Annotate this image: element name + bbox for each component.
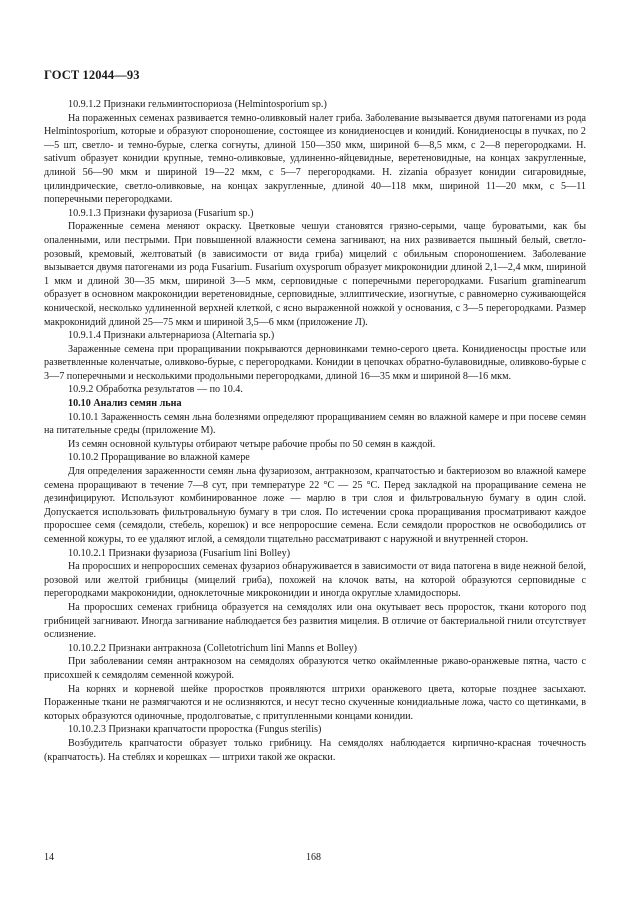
section-heading-fusarium-lini: 10.10.2.1 Признаки фузариоза (Fusarium lini Bolley) (68, 547, 291, 559)
page-number-center: 168 (306, 852, 321, 863)
section-heading-fusarium: 10.9.1.3 Признаки фузариоза (Fusarium sp.) (68, 207, 254, 219)
section-heading-helmintosporium: 10.9.1.2 Признаки гельминтоспориоза (Helmintosporium sp.) (68, 99, 327, 110)
paragraph-fusarium-lini-seedlings: На проросших семенах грибница образуется на семядолях или она окутывает весь проросток, ткани которого под грибницей загнивают. Иногда загнивание наблюдается без развития мицелия. В отличие от бактериальной гнили отсутствует ослизнение. (44, 601, 586, 641)
paragraph-fusarium: Пораженные семена меняют окраску. Цветковые чешуи становятся грязно-серыми, чаще буроватыми, как бы опаленными, или пестрыми. При повышенной влажности семена загнивают, на них развивается пышный белый, светло-розовый, кремовый, желтоватый (в зависимости от вида гриба) мицелий с обильным спороношением. Заболевание вызывается двумя патогенами из рода Fusarium. Fusarium oxysporum образует микроконидии длиной 2,1—2,4 мкм, шириной 1 мкм и длиной 30—35 мкм, шириной 3—5 мкм, серповидные с поперечными перегородками. Fusarium graminearum образует в основном макроконидии веретеновидные, серповидные, эллиптические, изогнутые, с равномерно суживающейся конической, несколько удлиненной верхней клеткой, с ясно выраженной ножкой у основания, с 3—5 перегородками. Размер макроконидий длиной 25—75 мкм и шириной 3,5—6 мкм (приложение Л). (44, 221, 586, 328)
paragraph-flax-infection: 10.10.1 Зараженность семян льна болезнями определяют проращиванием семян во влажной камере и при посеве семян на питательные среды (приложение М). (44, 411, 586, 437)
section-heading-flax-analysis: 10.10 Анализ семян льна (68, 398, 182, 410)
paragraph-samples: Из семян основной культуры отбирают четыре рабочие пробы по 50 семян в каждой. (68, 438, 436, 450)
paragraph-fusarium-lini: На проросших и непроросших семенах фузариоз обнаруживается в зависимости от вида патогена в виде нежной белой, розовой или желтой грибницы (мицелий гриба), похожей на клочок ваты, на которой образуются серповидные с перегородками макроконидии, одноклеточные микроконидии и иногда округлые хламидоспоры. (44, 561, 586, 600)
paragraph-anthracnose: При заболевании семян антракнозом на семядолях образуются четко окаймленные ржаво-оранжевые пятна, часто с присохшей к семядолям семенной кожурой. (44, 656, 586, 681)
paragraph-helmintosporium: На пораженных семенах развивается темно-оливковый налет гриба. Заболевание вызывается двумя патогенами из рода Helmintosporium, которые и образуют спороношение, состоящее из конидиеносцев и конидий. Конидиеносцы в пучках, по 2—5 шт, светло- и темно-бурые, слегка согнуты, длиной 150—350 мкм, шириной 6—8,5 мкм, с 2—8 перегородками. H. sativum образует конидии крупные, темно-оливковые, удлиненно-яйцевидные, веретеновидные, на концах закругленные, длиной 56—90 мкм и шириной 19—22 мкм, с 5—7 перегородками. H. zizania образует конидии сигаровидные, цилиндрические, светло-оливковые, на концах закругленные, длиной 40—118 мкм, шириной 11—20 мкм, с 5—11 поперечными перегородками. (44, 112, 586, 206)
section-heading-speckle: 10.10.2.3 Признаки крапчатости проростка (Fungus sterilis) (68, 724, 322, 736)
standard-header: ГОСТ 12044—93 (44, 68, 140, 82)
section-heading-anthracnose: 10.10.2.2 Признаки антракноза (Colletotrichum lini Manns et Bolley) (68, 642, 358, 654)
paragraph-moist-chamber: Для определения зараженности семян льна фузариозом, антракнозом, крапчатостью и бактериозом во влажной камере семена проращивают в течение 7—8 сут, при температуре 22 °С — 25 °С. Перед закладкой на проращивание семена не дезинфицируют. Используют комбинированное ложе — марлю в три слоя и фильтровальную бумагу в один слой. Допускается использовать фильтровальную бумагу в три слоя. По истечении срока проращивания просматривают каждое проросшее семя (семядоли, стебель, корешок) и все непроросшие семена. Если семядоли проростков не освободились от семенной кожуры, то ее удаляют иглой, а семядоли тщательно рассматривают с наружной и внутренней сторон. (44, 466, 586, 545)
section-heading-moist-chamber: 10.10.2 Проращивание во влажной камере (68, 452, 250, 464)
paragraph-results-processing: 10.9.2 Обработка результатов — по 10.4. (68, 384, 243, 396)
paragraph-alternaria: Зараженные семена при проращивании покрываются дерновинками темно-серого цвета. Конидиеносцы простые или разветвленные коленчатые, оливково-бурые, с перегородками. Конидии в цепочках обратно-булавовидные, оливково-бурые с 3—7 поперечными и несколькими продольными перегородками, длиной 16—35 мкм и шириной 8—16 мкм. (44, 343, 586, 382)
paragraph-anthracnose-roots: На корнях и корневой шейке проростков проявляются штрихи оранжевого цвета, которые позднее засыхают. Пораженные ткани не размягчаются и не ослизняются, и несут тесно скученные конидиальные ложа, часто со щетинками, в которых образуются одиночные, продолговатые, с притупленными концами конидии. (44, 683, 586, 722)
document-body (44, 98, 586, 764)
page-number-left: 14 (44, 852, 54, 863)
section-heading-alternaria: 10.9.1.4 Признаки альтернариоза (Alternaria sp.) (68, 330, 275, 342)
paragraph-speckle: Возбудитель крапчатости образует только грибницу. На семядолях наблюдается кирпично-красная точечность (крапчатость). На стеблях и корешках — штрихи такой же окраски. (44, 737, 586, 763)
